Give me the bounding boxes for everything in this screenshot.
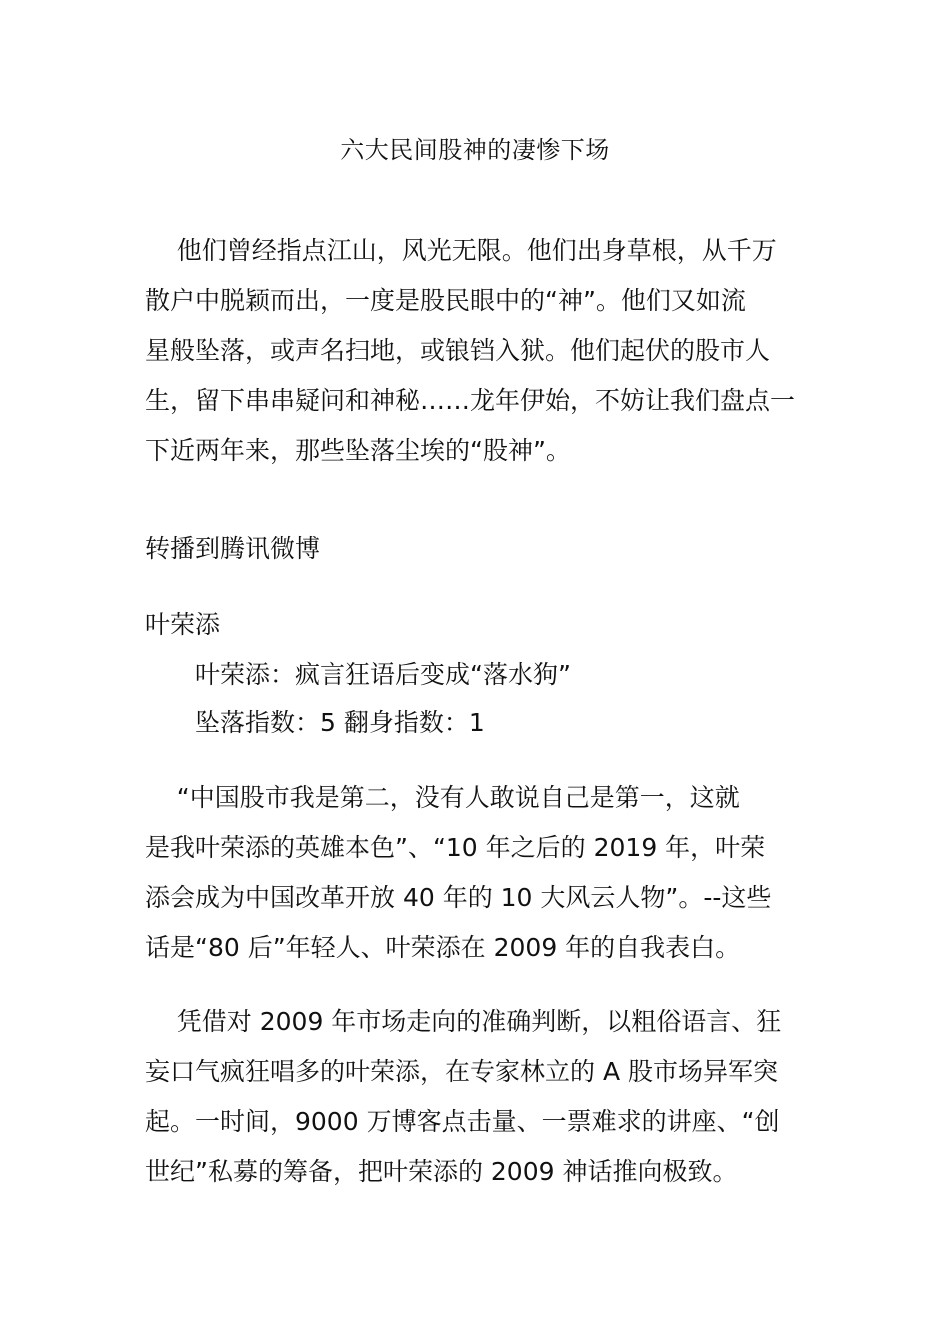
text-line: 星般坠落，或声名扫地，或锒铛入狱。他们起伏的股市人 — [145, 336, 771, 365]
text-line: “中国股市我是第二，没有人敢说自己是第一，这就 — [145, 783, 740, 812]
section-subtitle: 叶荣添：疯言狂语后变成“落水狗” — [195, 660, 571, 689]
page-title: 六大民间股神的凄惨下场 — [340, 136, 610, 164]
share-to-weibo-link[interactable]: 转播到腾讯微博 — [145, 534, 321, 563]
index-line: 坠落指数：5 翻身指数：1 — [195, 708, 485, 737]
text-line: 他们曾经指点江山，风光无限。他们出身草根，从千万 — [145, 236, 777, 265]
intro-paragraph — [145, 226, 810, 476]
text-line: 起。一时间，9000 万博客点击量、一票难求的讲座、“创 — [145, 1107, 780, 1136]
text-line: 话是“80 后”年轻人、叶荣添在 2009 年的自我表白。 — [145, 933, 741, 962]
text-line: 世纪”私募的筹备，把叶荣添的 2009 神话推向极致。 — [145, 1157, 738, 1186]
text-line: 添会成为中国改革开放 40 年的 10 大风云人物”。--这些 — [145, 883, 772, 912]
text-line: 凭借对 2009 年市场走向的准确判断，以粗俗语言、狂 — [145, 1007, 782, 1036]
text-line: 下近两年来，那些坠落尘埃的“股神”。 — [145, 436, 571, 465]
text-line: 生，留下串串疑问和神秘……龙年伊始，不妨让我们盘点一 — [145, 386, 796, 415]
text-line: 是我叶荣添的英雄本色”、“10 年之后的 2019 年，叶荣 — [145, 833, 766, 862]
text-line: 散户中脱颖而出，一度是股民眼中的“神”。他们又如流 — [145, 286, 746, 315]
text-line: 妄口气疯狂唱多的叶荣添，在专家林立的 A 股市场异军突 — [145, 1057, 778, 1086]
section-name: 叶荣添 — [145, 610, 221, 639]
body-paragraph — [145, 997, 810, 1197]
quote-paragraph — [145, 773, 810, 973]
